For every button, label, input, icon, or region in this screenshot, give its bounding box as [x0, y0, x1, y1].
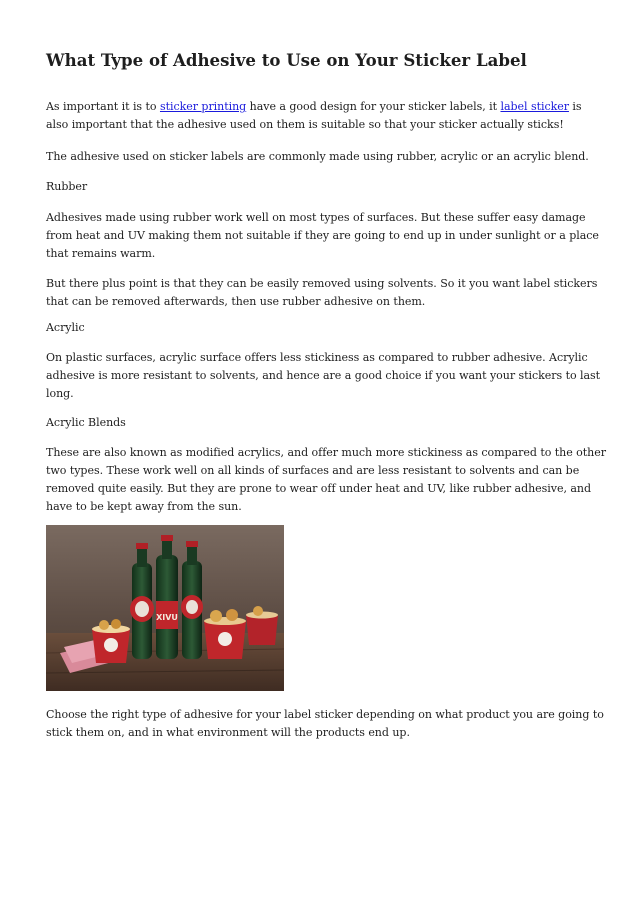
rubber-paragraph-1: Adhesives made using rubber work well on most types of surfaces. But these suffer easy damage from heat and UV making them not suitable if they are going to end up in under sunlight or a place that remains warm. [46, 211, 599, 260]
acrylic-blends-heading: Acrylic Blends [46, 416, 126, 429]
product-photo-illustration [46, 525, 284, 691]
acrylic-paragraph: On plastic surfaces, acrylic surface offers less stickiness as compared to rubber adhesive. Acrylic adhesive is more resistant to solvents, and hence are a good choice if you want your stickers to last long. [46, 351, 601, 400]
common-adhesives-paragraph: The adhesive used on sticker labels are commonly made using rubber, acrylic or an acrylic blend. [46, 150, 589, 163]
acrylic-heading: Acrylic [46, 321, 85, 334]
rubber-heading: Rubber [46, 180, 88, 193]
intro-paragraph [46, 98, 606, 134]
rubber-paragraph-2: But there plus point is that they can be easily removed using solvents. So it you want label stickers that can be removed afterwards, then use rubber adhesive on them. [46, 277, 598, 308]
acrylic-blends-paragraph: These are also known as modified acrylics, and offer much more stickiness as compared to the other two types. These work well on all kinds of surfaces and are less resistant to solvents and can be removed quite easily. But they are prone to wear off under heat and UV, like rubber adhesive, and have to be kept away from the sun. [46, 446, 606, 513]
bottle-label-text: XIVU [156, 613, 178, 622]
document-title: What Type of Adhesive to Use on Your Sticker Label [46, 50, 527, 70]
intro-text-1: As important it is to [46, 100, 160, 113]
closing-paragraph: Choose the right type of adhesive for your label sticker depending on what product you are going to stick them on, and in what environment will the products end up. [46, 708, 604, 739]
product-photo [46, 525, 284, 691]
label-sticker-link[interactable]: label sticker [500, 100, 569, 113]
intro-text-3: is also important that the adhesive used on them is suitable so that your sticker actually sticks! [46, 100, 582, 131]
sticker-printing-link[interactable]: sticker printing [159, 100, 247, 113]
intro-text-2: have a good design for your sticker labels, it [246, 100, 501, 113]
